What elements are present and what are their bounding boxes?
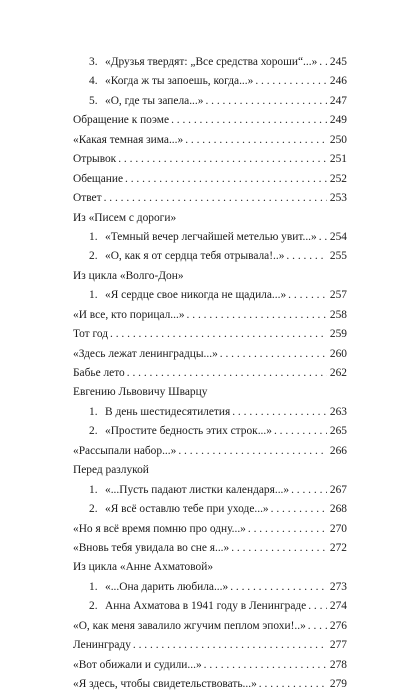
toc-entry-title: «И все, кто порицал...»: [73, 308, 185, 321]
toc-entry-title: «Простите бедность этих строк...»: [105, 425, 272, 438]
toc-entry-title: «Темный вечер легчайшей метелью увит...»: [105, 230, 317, 243]
toc-page-number: 262: [329, 367, 347, 379]
toc-entry-title: «Вновь тебя увидала во сне я...»: [73, 541, 230, 554]
toc-entry-title: Обещание: [73, 172, 124, 185]
toc-entry: [73, 325, 347, 344]
toc-entry: [73, 111, 347, 130]
toc-entry-title: «Когда ж ты запоешь, когда...»: [105, 75, 254, 88]
toc-entry-title: «О, как меня завалило жгучим пеплом эпохи!..»: [73, 619, 306, 632]
dot-leader: [178, 442, 327, 461]
toc-page-number: 246: [329, 75, 347, 88]
toc-entry-title: Ленинграду: [73, 639, 131, 652]
toc-page-number: 279: [329, 678, 347, 690]
dot-leader: [125, 170, 327, 189]
dot-leader: [127, 364, 327, 383]
toc-entry-title: «Друзья твердят: „Все средства хороши“...»: [105, 56, 318, 68]
dot-leader: [308, 597, 327, 616]
toc-entry-title: «Вот обижали и судили...»: [73, 658, 202, 671]
toc-entry-number: 1.: [89, 483, 98, 496]
toc-page-number: 249: [329, 114, 347, 127]
toc-section-heading: [73, 558, 347, 577]
toc-entry: [73, 131, 347, 150]
toc-page-number: 251: [329, 153, 347, 166]
toc-page-number: 259: [329, 328, 347, 341]
toc-entry: [73, 150, 347, 169]
toc-page-number: 278: [329, 658, 347, 671]
dot-leader: [232, 403, 327, 422]
dot-leader: [204, 656, 327, 675]
toc-entry-number: 1.: [89, 580, 98, 593]
toc-entry-number: 1.: [89, 289, 98, 302]
toc-entry-title: Анна Ахматова в 1941 году в Ленинграде: [105, 600, 307, 613]
dot-leader: [230, 578, 327, 597]
dot-leader: [185, 131, 327, 150]
toc-page-number: 272: [329, 541, 347, 554]
toc-page-number: 270: [329, 522, 347, 535]
toc-entry: [73, 72, 347, 91]
toc-entry-number: 4.: [89, 75, 98, 88]
toc-entry: [73, 578, 347, 597]
toc-page-number: 250: [329, 133, 347, 146]
dot-leader: [110, 325, 327, 344]
toc-entry-title: «...Она дарить любила...»: [105, 580, 229, 593]
toc-entry: [73, 422, 347, 441]
toc-entry: [73, 636, 347, 655]
toc-entry-title: В день шестидесятилетия: [105, 405, 231, 418]
toc-entry-title: «О, как я от сердца тебя отрывала!..»: [105, 250, 285, 263]
dot-leader: [319, 53, 327, 72]
toc-entry-title: «Я всё оставлю тебе при уходе...»: [105, 503, 269, 516]
toc-entry-number: 1.: [89, 405, 98, 418]
toc-page-number: 257: [329, 289, 347, 302]
toc-entry: [73, 675, 347, 694]
dot-leader: [205, 92, 327, 111]
toc-page-number: 258: [329, 308, 347, 321]
dot-leader: [308, 617, 327, 636]
toc-section-heading: [73, 461, 347, 480]
toc-entry: [73, 228, 347, 247]
toc-page-number: 255: [329, 250, 347, 263]
dot-leader: [288, 286, 327, 305]
toc-entry-title: Обращение к поэме: [73, 114, 170, 127]
toc-entry: [73, 520, 347, 539]
toc-page-number: 274: [329, 600, 347, 613]
toc-entry-number: 1.: [89, 230, 98, 243]
toc-entry-title: «О, где ты запела...»: [105, 94, 204, 107]
dot-leader: [259, 675, 327, 694]
dot-leader: [118, 150, 327, 169]
dot-leader: [187, 306, 327, 325]
toc-entry-number: 2.: [89, 250, 98, 263]
toc-entry-title: Отрывок: [73, 153, 117, 166]
toc-entry: [73, 500, 347, 519]
toc-entry-number: 3.: [89, 56, 98, 68]
toc-entry-title: «Здесь лежат ленинградцы...»: [73, 347, 218, 360]
toc-section-heading: [73, 209, 347, 228]
dot-leader: [104, 189, 327, 208]
toc-entry: [73, 539, 347, 558]
toc-page-number: 254: [329, 230, 347, 243]
toc-page-number: 260: [329, 347, 347, 360]
dot-leader: [291, 481, 327, 500]
toc-page-number: 266: [329, 444, 347, 457]
toc-entry: [73, 403, 347, 422]
toc-page-number: 253: [329, 192, 347, 205]
toc-entry: [73, 481, 347, 500]
dot-leader: [255, 72, 327, 91]
toc-heading-title: Из цикла «Волго-Дон»: [73, 269, 184, 282]
toc-page-number: 265: [329, 425, 347, 438]
toc-entry: [73, 656, 347, 675]
dot-leader: [274, 422, 327, 441]
toc-entry-title: «Какая темная зима...»: [73, 133, 184, 146]
toc-section-heading: [73, 383, 347, 402]
toc-entry: [73, 442, 347, 461]
toc-page-number: 277: [329, 639, 347, 652]
toc-entry: [73, 617, 347, 636]
toc-entry: [73, 189, 347, 208]
toc-entry: [73, 53, 347, 72]
dot-leader: [171, 111, 327, 130]
toc-entry: [73, 345, 347, 364]
toc-entry: [73, 170, 347, 189]
toc-entry-title: Бабье лето: [73, 367, 125, 379]
toc-heading-title: Перед разлукой: [73, 464, 149, 477]
toc-heading-title: Из «Писем с дороги»: [73, 211, 177, 224]
dot-leader: [248, 520, 327, 539]
dot-leader: [286, 247, 327, 266]
toc-entry: [73, 364, 347, 383]
toc-entry: [73, 306, 347, 325]
toc-page-number: 267: [329, 483, 347, 496]
toc-entry-number: 2.: [89, 600, 98, 613]
toc-page-number: 263: [329, 405, 347, 418]
toc-page-number: 245: [329, 56, 347, 68]
toc-page-number: 252: [329, 172, 347, 185]
toc-heading-title: Из цикла «Анне Ахматовой»: [73, 561, 214, 574]
toc-section-heading: [73, 267, 347, 286]
toc-page-number: 247: [329, 94, 347, 107]
dot-leader: [319, 228, 327, 247]
toc-entry-title: «Но я всё время помню про одну...»: [73, 522, 246, 535]
dot-leader: [220, 345, 327, 364]
toc-entry-title: Ответ: [73, 192, 102, 205]
toc-entry-title: «...Пусть падают листки календаря...»: [105, 483, 290, 496]
toc-entry-number: 5.: [89, 94, 98, 107]
toc-entry-title: Тот год: [73, 328, 109, 341]
toc-entry-title: «Я сердце свое никогда не щадила...»: [105, 289, 287, 302]
toc-heading-title: Евгению Львовичу Шварцу: [73, 386, 208, 399]
dot-leader: [231, 539, 327, 558]
toc-entry-number: 2.: [89, 503, 98, 516]
toc-entry: [73, 92, 347, 111]
toc-entry: [73, 247, 347, 266]
table-of-contents: [73, 53, 347, 694]
dot-leader: [271, 500, 327, 519]
toc-entry: [73, 286, 347, 305]
toc-entry-title: «Я здесь, чтобы свидетельствовать...»: [73, 678, 257, 690]
toc-entry: [73, 597, 347, 616]
toc-entry-number: 2.: [89, 425, 98, 438]
toc-entry-title: «Рассыпали набор...»: [73, 444, 177, 457]
dot-leader: [133, 636, 327, 655]
toc-page-number: 268: [329, 503, 347, 516]
toc-page-number: 276: [329, 619, 347, 632]
toc-page-number: 273: [329, 580, 347, 593]
